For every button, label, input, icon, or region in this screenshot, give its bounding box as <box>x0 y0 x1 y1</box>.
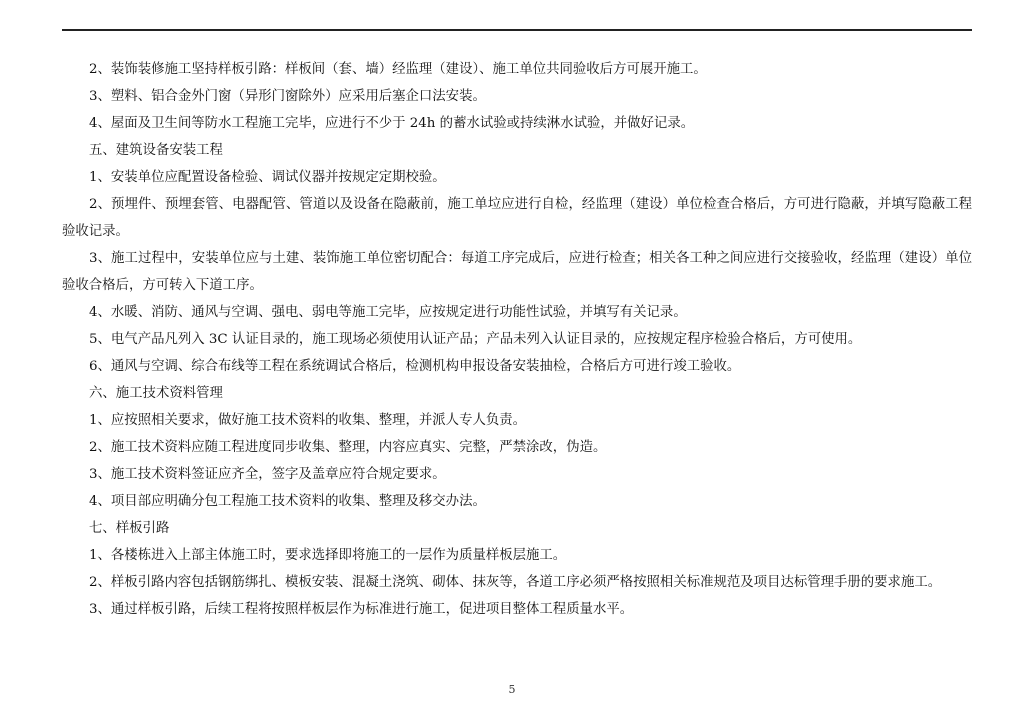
paragraph-3c-certification: 5、电气产品凡列入 3C 认证目录的，施工现场必须使用认证产品；产品未列入认证目录的，应按规定程序检验合格后，方可使用。 <box>89 332 862 347</box>
document-body <box>62 56 972 623</box>
paragraph-docs-collection: 1、应按照相关要求，做好施工技术资料的收集、整理，并派人专人负责。 <box>89 413 527 428</box>
paragraph-instrument-calibration: 1、安装单位应配置设备检验、调试仪器并按规定定期校验。 <box>89 170 446 185</box>
section-heading-equipment: 五、建筑设备安装工程 <box>89 143 223 158</box>
section-heading-technical-docs: 六、施工技术资料管理 <box>89 386 223 401</box>
paragraph-sample-floor: 1、各楼栋进入上部主体施工时，要求选择即将施工的一层作为质量样板层施工。 <box>89 548 567 563</box>
paragraph-docs-sync: 2、施工技术资料应随工程进度同步收集、整理，内容应真实、完整，严禁涂改，伪造。 <box>89 440 607 455</box>
paragraph-waterproof-test: 4、屋面及卫生间等防水工程施工完毕，应进行不少于 24h 的蓄水试验或持续淋水试验，并做好记录。 <box>89 116 695 131</box>
paragraph-docs-transfer: 4、项目部应明确分包工程施工技术资料的收集、整理及移交办法。 <box>89 494 486 509</box>
paragraph-coordination: 3、施工过程中，安装单位应与土建、装饰施工单位密切配合：每道工序完成后，应进行检查；相关各工种之间应进行交接验收，经监理（建设）单位验收合格后，方可转入下道工序。 <box>62 251 972 293</box>
paragraph-system-debug: 6、通风与空调、综合布线等工程在系统调试合格后，检测机构申报设备安装抽检，合格后方可进行竣工验收。 <box>89 359 741 374</box>
paragraph-sample-standard: 3、通过样板引路，后续工程将按照样板层作为标准进行施工，促进项目整体工程质量水平。 <box>89 602 634 617</box>
paragraph-functional-test: 4、水暖、消防、通风与空调、强电、弱电等施工完毕，应按规定进行功能性试验，并填写有关记录。 <box>89 305 687 320</box>
paragraph-decoration-sample: 2、装饰装修施工坚持样板引路：样板间（套、墙）经监理（建设）、施工单位共同验收后方可展开施工。 <box>89 62 707 77</box>
page-number: 5 <box>508 683 516 696</box>
header-rule <box>62 29 972 31</box>
paragraph-sample-content: 2、样板引路内容包括钢筋绑扎、模板安装、混凝土浇筑、砌体、抹灰等，各道工序必须严格按照相关标准规范及项目达标管理手册的要求施工。 <box>89 575 942 590</box>
paragraph-docs-signature: 3、施工技术资料签证应齐全，签字及盖章应符合规定要求。 <box>89 467 446 482</box>
paragraph-window-install: 3、塑料、铝合金外门窗（异形门窗除外）应采用后塞企口法安装。 <box>89 89 486 104</box>
paragraph-concealed-work: 2、预埋件、预埋套管、电器配管、管道以及设备在隐蔽前，施工单垃应进行自检，经监理（建设）单位检查合格后，方可进行隐蔽，并填写隐蔽工程验收记录。 <box>62 197 972 239</box>
section-heading-sample-guide: 七、样板引路 <box>89 521 170 536</box>
